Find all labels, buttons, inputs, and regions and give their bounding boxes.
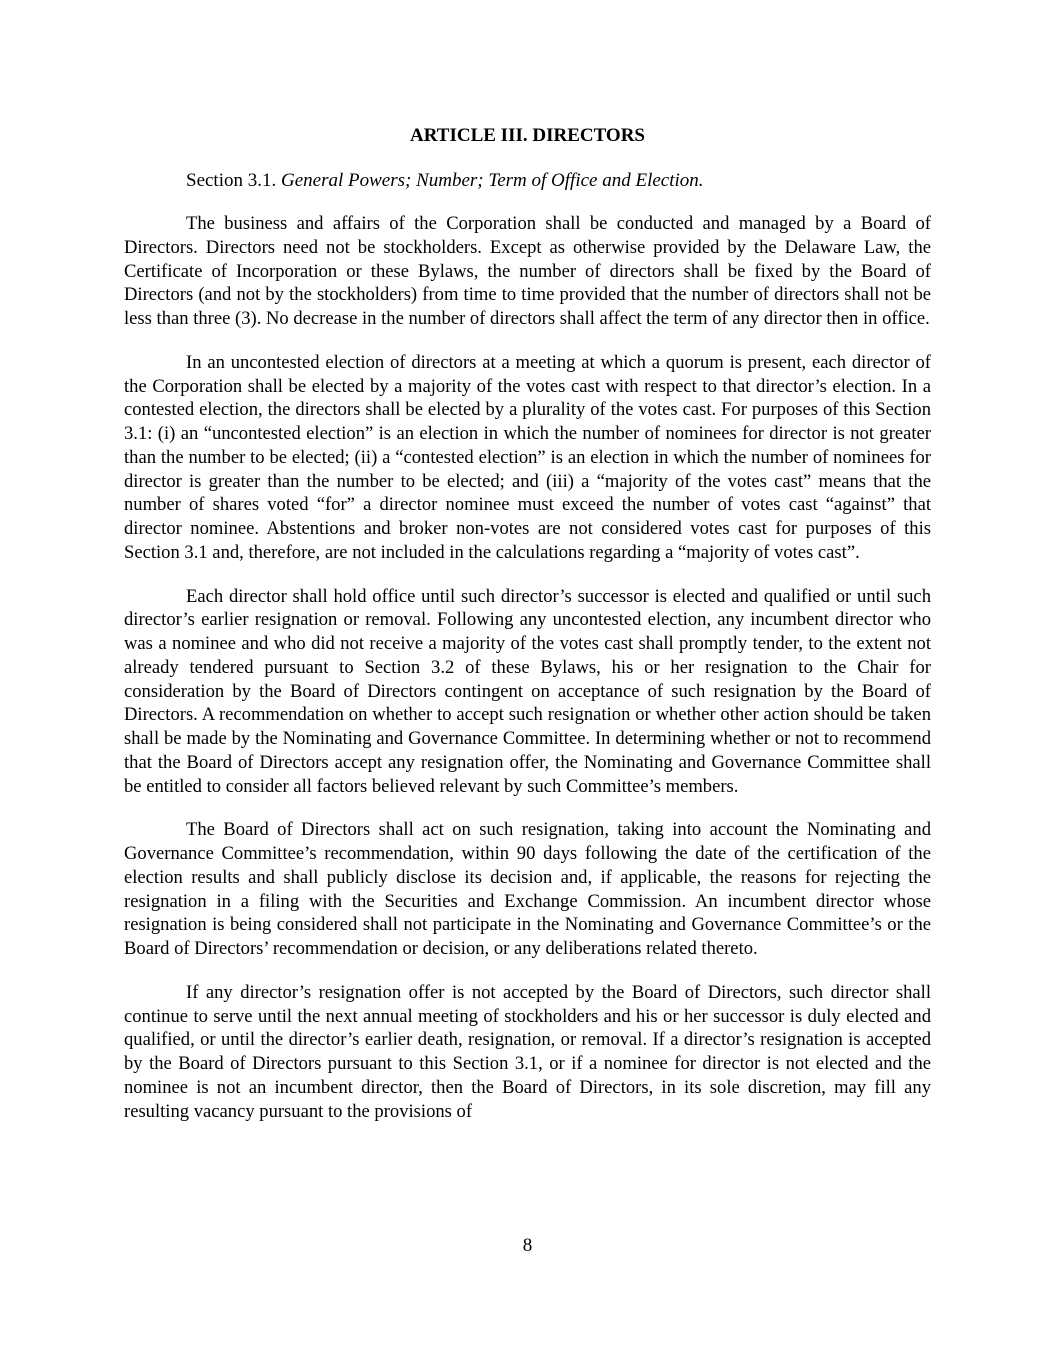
- page-number: 8: [522, 1235, 533, 1256]
- document-page: [124, 124, 931, 1123]
- article-title: ARTICLE III. DIRECTORS: [410, 125, 645, 146]
- paragraph-board-action: The Board of Directors shall act on such resignation, taking into account the Nominating and Governance Committee’s recommendation, within 90 days following the date of the certification of the election results and shall publicly disclose its decision and, if applicable, the reasons for rejecting the resignation in a filing with the Securities and Exchange Commission. An incumbent director whose resignation is being considered shall not participate in the Nominating and Governance Committee’s or the Board of Directors’ recommendation or decision, or any deliberations related thereto.: [124, 819, 931, 959]
- paragraph-election-voting: In an uncontested election of directors at a meeting at which a quorum is present, each director of the Corporation shall be elected by a majority of the votes cast with respect to that director’s election. In a contested election, the directors shall be elected by a plurality of the votes cast. For purposes of this Section 3.1: (i) an “uncontested election” is an election in which the number of nominees for director is not greater than the number to be elected; (ii) a “contested election” is an election in which the number of nominees for director is greater than the number to be elected; and (iii) a “majority of the votes cast” means that the number of shares voted “for” a director nominee must exceed the number of votes cast “against” that director nominee. Abstentions and broker non-votes are not considered votes cast for purposes of this Section 3.1 and, therefore, are not included in the calculations regarding a “majority of votes cast”.: [124, 351, 931, 563]
- section-number: Section 3.1.: [186, 170, 277, 191]
- paragraph-board-composition: The business and affairs of the Corporation shall be conducted and managed by a Board of Directors. Directors need not be stockholders. Except as otherwise provided by the Delaware Law, the Certificate of Incorporation or these Bylaws, the number of directors shall be fixed by the Board of Directors (and not by the stockholders) from time to time provided that the number of directors shall not be less than three (3). No decrease in the number of directors shall affect the term of any director then in office.: [124, 213, 931, 329]
- paragraph-resignation-not-accepted: If any director’s resignation offer is not accepted by the Board of Directors, such director shall continue to serve until the next annual meeting of stockholders and his or her successor is duly elected and qualified, or until the director’s earlier death, resignation, or removal. If a director’s resignation is accepted by the Board of Directors pursuant to this Section 3.1, or if a nominee for director is not elected and the nominee is not an incumbent director, then the Board of Directors, in its sole discretion, may fill any resulting vacancy pursuant to the provisions of: [124, 981, 931, 1122]
- section-title: General Powers; Number; Term of Office and Election.: [281, 170, 704, 191]
- paragraph-term-resignation: Each director shall hold office until such director’s successor is elected and qualified or until such director’s earlier resignation or removal. Following any uncontested election, any incumbent director who was a nominee and who did not receive a majority of the votes cast shall promptly tender, to the extent not already tendered pursuant to Section 3.2 of these Bylaws, his or her resignation to the Chair for consideration by the Board of Directors contingent on acceptance of such resignation by the Board of Directors. A recommendation on whether to accept such resignation or whether other action should be taken shall be made by the Nominating and Governance Committee. In determining whether or not to recommend that the Board of Directors accept any resignation offer, the Nominating and Governance Committee shall be entitled to consider all factors believed relevant by such Committee’s members.: [124, 585, 931, 797]
- section-heading: [124, 169, 931, 193]
